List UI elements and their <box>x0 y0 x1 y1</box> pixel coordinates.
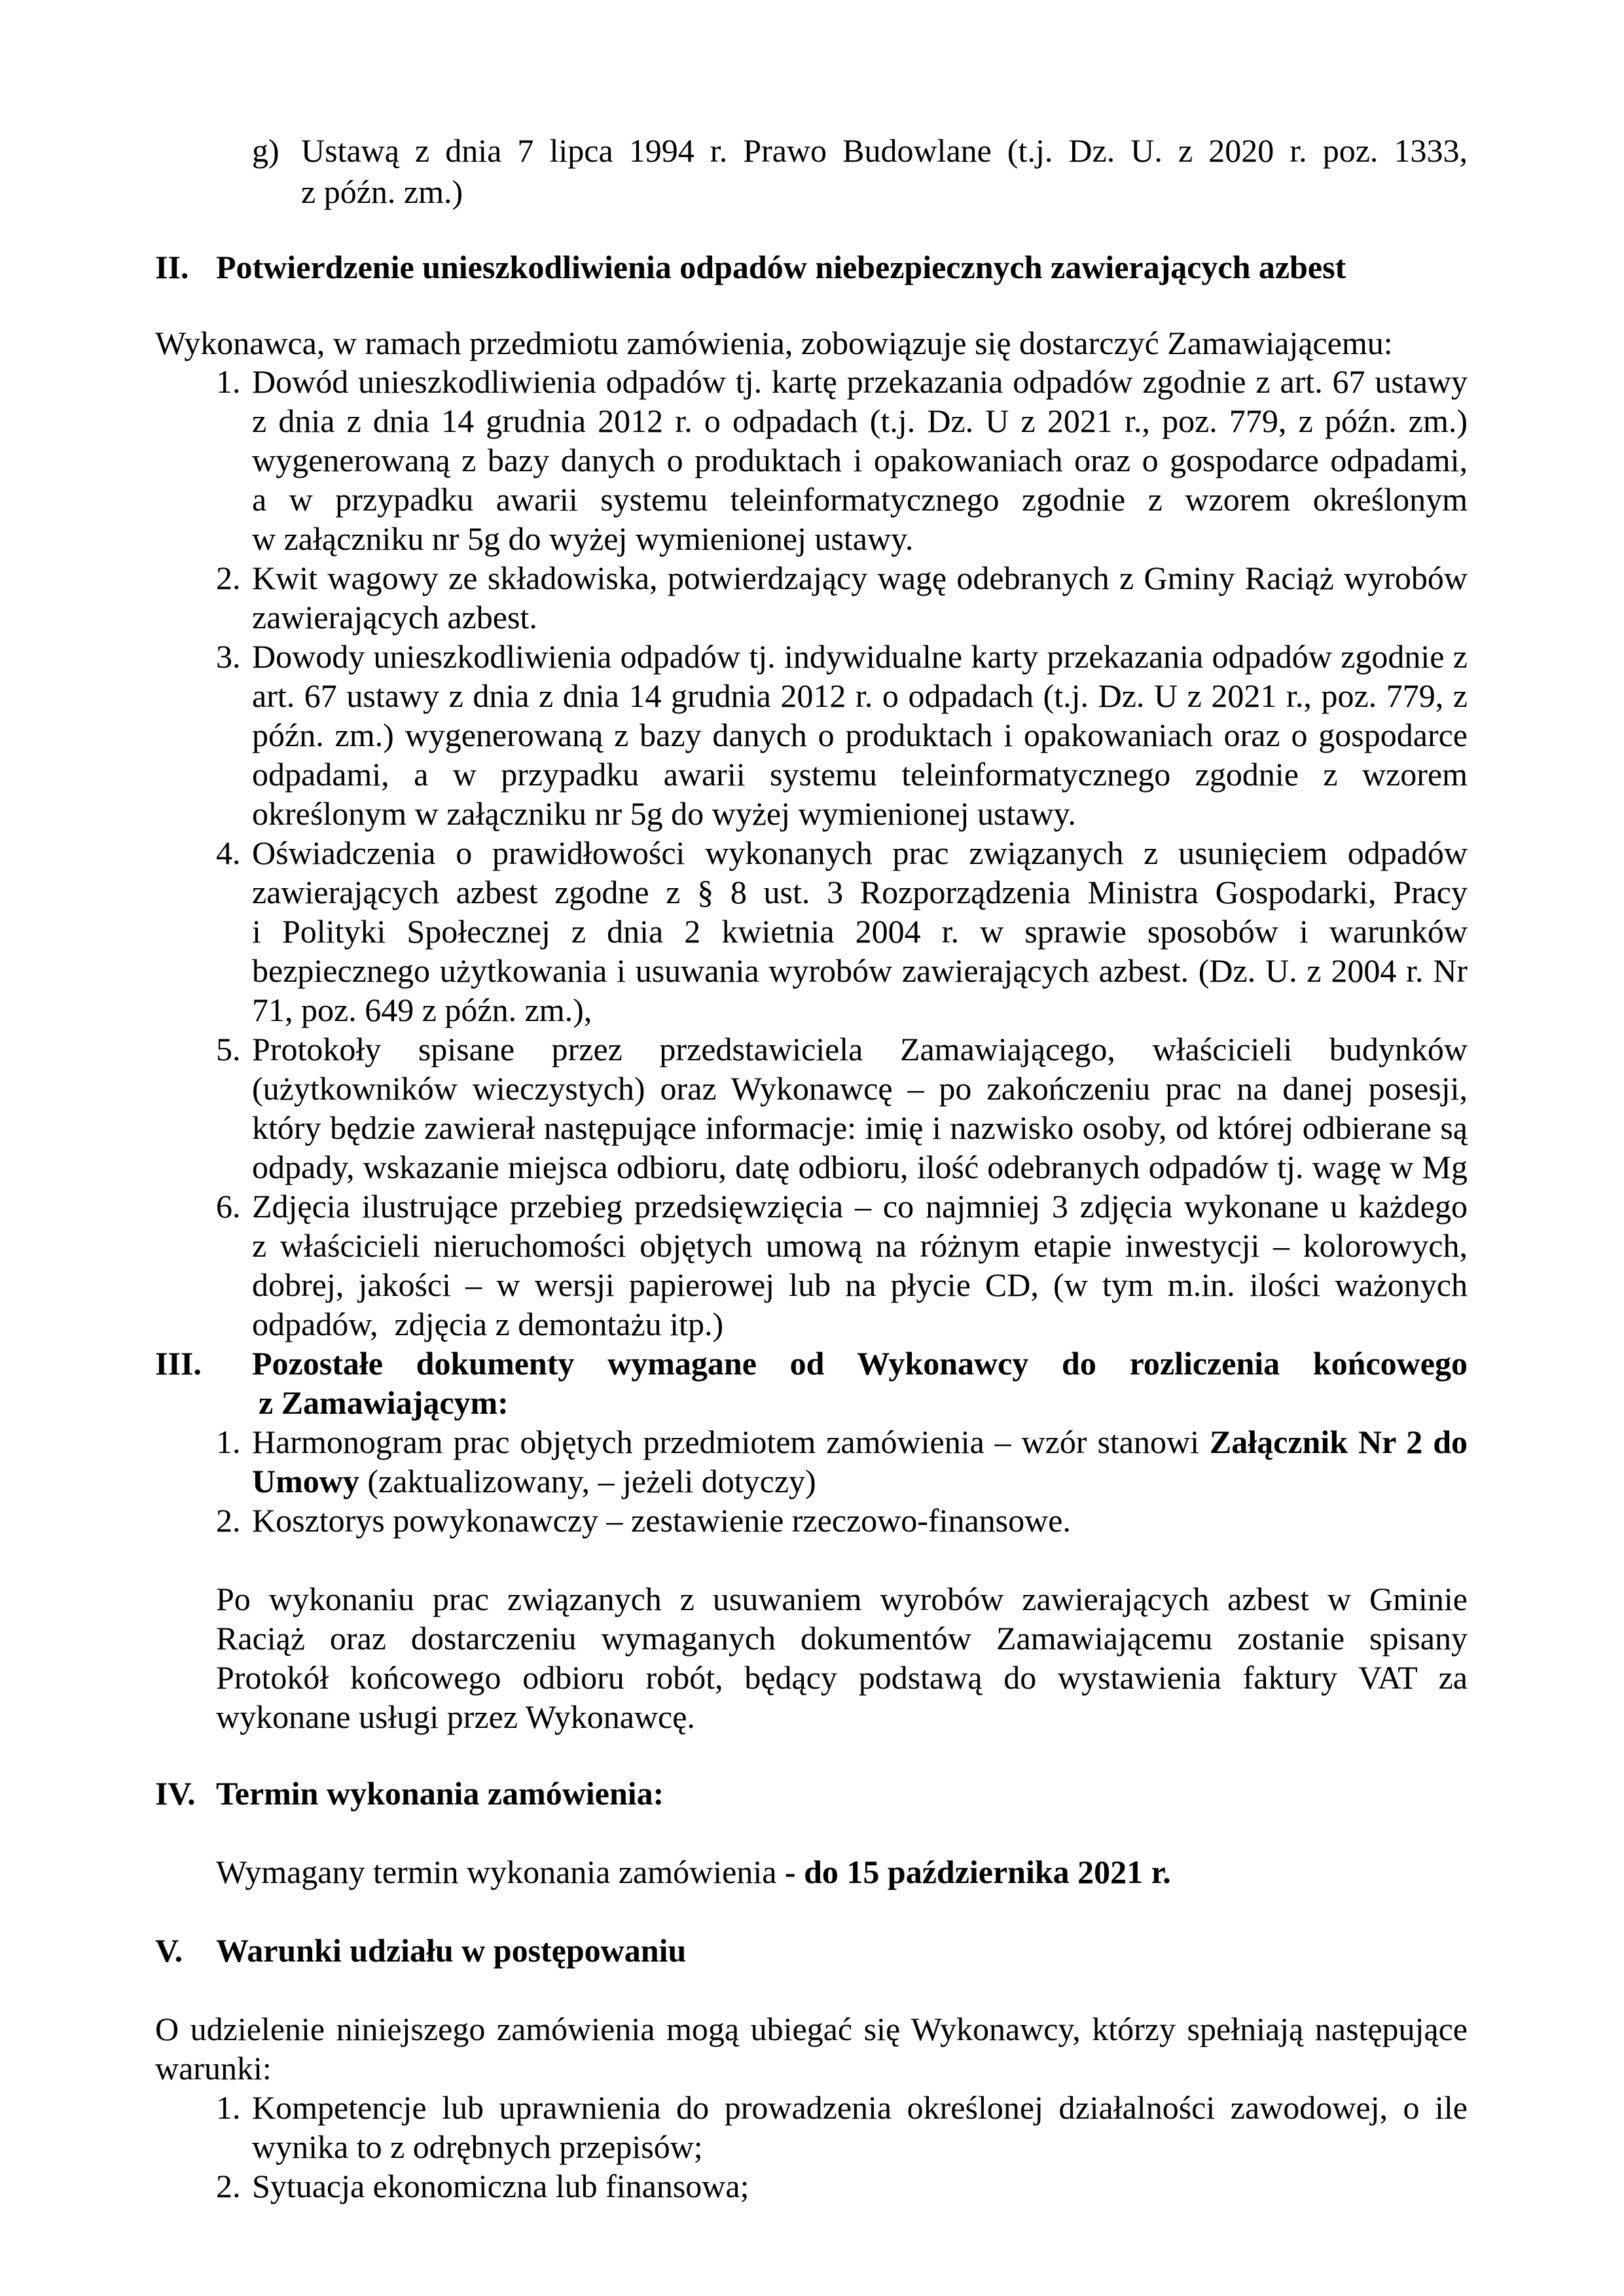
text-normal: Wymagany termin wykonania zamówienia <box>216 1854 785 1890</box>
section-number: III. <box>155 1345 202 1382</box>
list-item-line: a w przypadku awarii systemu teleinformatycznego zgodnie z wzorem określonym <box>252 481 1468 518</box>
section-heading: Potwierdzenie unieszkodliwienia odpadów niebezpiecznych zawierających azbest <box>216 249 1346 285</box>
list-item-line: z właścicieli nieruchomości objętych umową na różnym etapie inwestycji – kolorowych, <box>252 1227 1468 1264</box>
paragraph-line: Po wykonaniu prac związanych z usuwaniem wyrobów zawierających azbest w Gminie <box>216 1581 1468 1617</box>
paragraph-line: warunki: <box>155 2050 272 2087</box>
attachment-ref: Załącznik Nr 2 do <box>1209 1424 1468 1460</box>
list-item-line: Sytuacja ekonomiczna lub finansowa; <box>252 2168 749 2204</box>
section-heading: Termin wykonania zamówienia: <box>216 1775 664 1812</box>
list-item-line: Oświadczenia o prawidłowości wykonanych prac związanych z usunięciem odpadów <box>252 834 1468 871</box>
paragraph-line: Protokół końcowego odbioru robót, będący podstawą do wystawienia faktury VAT za <box>216 1659 1468 1696</box>
section-number: IV. <box>155 1775 196 1812</box>
list-item-line <box>252 1422 1468 1462</box>
list-item-line: Dowody unieszkodliwienia odpadów tj. indywidualne karty przekazania odpadów zgodnie z <box>252 638 1468 675</box>
section-heading-cont: z Zamawiającym: <box>259 1384 509 1421</box>
list-number: 4. <box>216 834 241 871</box>
list-item-line: art. 67 ustawy z dnia z dnia 14 grudnia 2012 r. o odpadach (t.j. Dz. U z 2021 r., poz. 779, z <box>252 677 1468 714</box>
attachment-ref: Umowy <box>252 1463 359 1499</box>
list-item-line: w załączniku nr 5g do wyżej wymienionej ustawy. <box>252 520 914 557</box>
list-item-line: i Polityki Społecznej z dnia 2 kwietnia 2004 r. w sprawie sposobów i warunków <box>252 913 1468 950</box>
list-item-line: wynika to z odrębnych przepisów; <box>252 2128 703 2165</box>
list-item-line: odpadami, a w przypadku awarii systemu teleinformatycznego zgodnie z wzorem <box>252 756 1468 793</box>
text-normal: Harmonogram prac objętych przedmiotem zamówienia – wzór stanowi <box>252 1424 1210 1460</box>
list-number: 6. <box>216 1188 241 1225</box>
list-item-line: odpady, wskazanie miejsca odbioru, datę odbioru, ilość odebranych odpadów tj. wagę w Mg <box>252 1149 1468 1185</box>
section-intro: Wykonawca, w ramach przedmiotu zamówienia, zobowiązuje się dostarczyć Zamawiającemu: <box>155 325 1393 361</box>
list-number: 2. <box>216 560 241 596</box>
text-normal: (zaktualizowany, – jeżeli dotyczy) <box>359 1463 816 1499</box>
list-item-line: późn. zm.) wygenerowaną z bazy danych o produktach i opakowaniach oraz o gospodarce <box>252 717 1468 753</box>
item-g-line: Ustawą z dnia 7 lipca 1994 r. Prawo Budowlane (t.j. Dz. U. z 2020 r. poz. 1333, <box>301 132 1468 169</box>
list-item-line: Zdjęcia ilustrujące przebieg przedsięwzięcia – co najmniej 3 zdjęcia wykonane u każdego <box>252 1188 1468 1225</box>
list-item-line: zawierających azbest. <box>252 599 537 636</box>
list-number: 5. <box>216 1031 241 1067</box>
list-marker: g) <box>252 132 280 169</box>
list-item-line: odpadów, zdjęcia z demontażu itp.) <box>252 1306 724 1342</box>
item-g-line: z późn. zm.) <box>301 173 463 210</box>
list-item-line: z dnia z dnia 14 grudnia 2012 r. o odpadach (t.j. Dz. U z 2021 r., poz. 779, z późn. zm.) <box>252 403 1468 439</box>
section-number: V. <box>155 1932 183 1969</box>
list-item-line: wygenerowaną z bazy danych o produktach i opakowaniach oraz o gospodarce odpadami, <box>252 442 1468 478</box>
list-number: 1. <box>216 2089 241 2126</box>
section-number: II. <box>155 249 189 285</box>
list-item-line: zawierających azbest zgodne z § 8 ust. 3 Rozporządzenia Ministra Gospodarki, Pracy <box>252 874 1468 910</box>
list-item-line: 71, poz. 649 z późn. zm.), <box>252 992 592 1028</box>
list-item-line: Dowód unieszkodliwienia odpadów tj. kartę przekazania odpadów zgodnie z art. 67 ustawy <box>252 363 1468 400</box>
list-item-line: Kosztorys powykonawczy – zestawienie rzeczowo-finansowe. <box>252 1502 1071 1539</box>
list-item-line: dobrej, jakości – w wersji papierowej lub na płycie CD, (w tym m.in. ilości ważonych <box>252 1266 1468 1303</box>
list-item-line: Kwit wagowy ze składowiska, potwierdzający wagę odebranych z Gminy Raciąż wyrobów <box>252 560 1468 596</box>
paragraph-line: wykonane usługi przez Wykonawcę. <box>216 1698 695 1735</box>
list-item-line: bezpiecznego użytkowania i usuwania wyrobów zawierających azbest. (Dz. U. z 2004 r. Nr <box>252 952 1468 989</box>
deadline-date: - do 15 października 2021 r. <box>784 1854 1171 1890</box>
list-number: 2. <box>216 2168 241 2204</box>
list-item-line <box>252 1462 816 1501</box>
list-item-line: (użytkowników wieczystych) oraz Wykonawcę – po zakończeniu prac na danej posesji, <box>252 1070 1468 1107</box>
list-item-line: określonym w załączniku nr 5g do wyżej wymienionej ustawy. <box>252 795 1076 832</box>
list-item-line: Protokoły spisane przez przedstawiciela Zamawiającego, właścicieli budynków <box>252 1031 1468 1067</box>
section-heading: Pozostałe dokumenty wymagane od Wykonawcy do rozliczenia końcowego <box>252 1345 1468 1382</box>
section-heading: Warunki udziału w postępowaniu <box>216 1932 687 1969</box>
list-number: 1. <box>216 1424 241 1460</box>
list-item-line: Kompetencje lub uprawnienia do prowadzenia określonej działalności zawodowej, o ile <box>252 2089 1468 2126</box>
paragraph-line: O udzielenie niniejszego zamówienia mogą ubiegać się Wykonawcy, którzy spełniają następujące <box>155 2011 1468 2047</box>
list-item-line: który będzie zawierał następujące informacje: imię i nazwisko osoby, od której odbierane są <box>252 1109 1468 1146</box>
list-number: 1. <box>216 363 241 400</box>
list-number: 3. <box>216 638 241 675</box>
deadline-text <box>216 1852 1171 1892</box>
paragraph-line: Raciąż oraz dostarczeniu wymaganych dokumentów Zamawiającemu zostanie spisany <box>216 1620 1468 1657</box>
list-number: 2. <box>216 1502 241 1539</box>
